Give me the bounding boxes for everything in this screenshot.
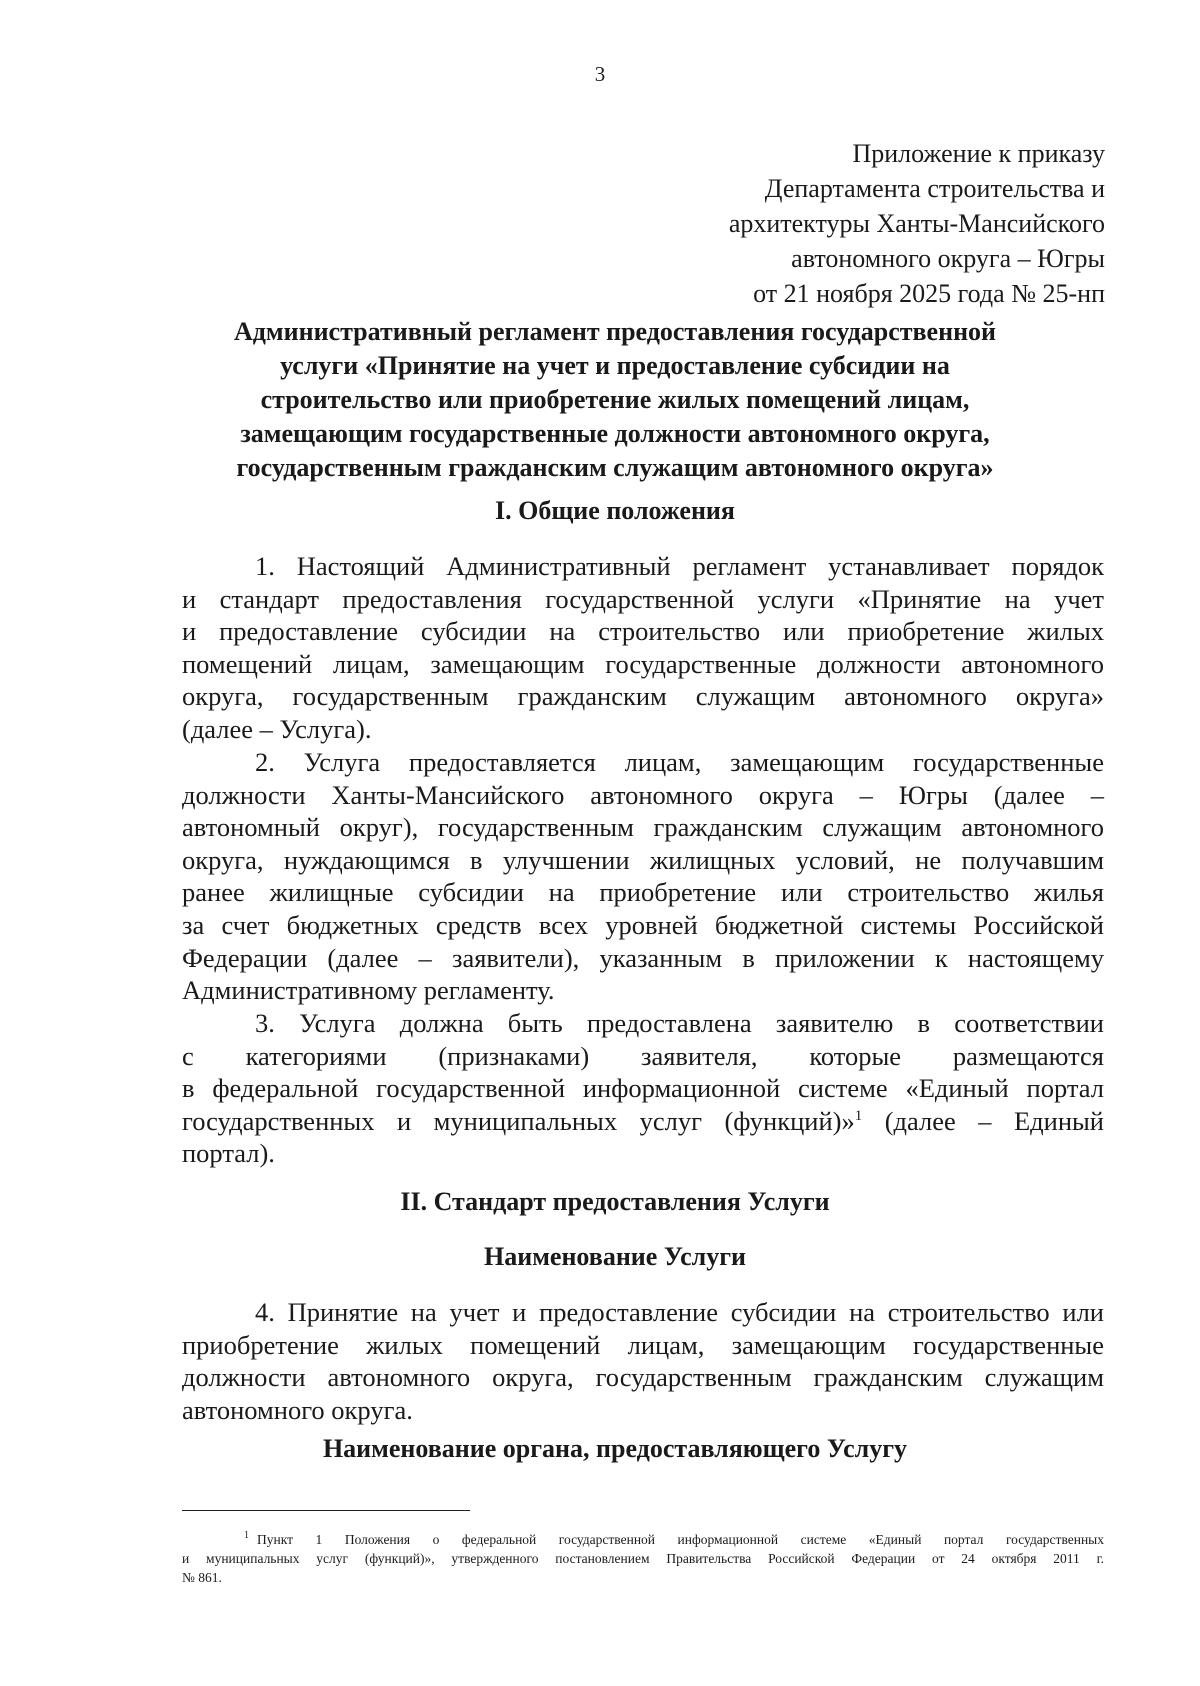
paragraph-line: должности автономного округа, государственным гражданским служащим <box>182 1362 1104 1393</box>
title-line: государственным гражданским служащим автономного округа» <box>236 453 994 482</box>
paragraph-line: и предоставление субсидии на строительство или приобретение жилых <box>182 616 1104 647</box>
footnote-ref[interactable]: 1 <box>854 1107 863 1124</box>
title-line: Административный регламент предоставления государственной <box>233 317 997 346</box>
paragraph-line: 1. Настоящий Административный регламент устанавливает порядок <box>255 551 1104 581</box>
paragraph-3 <box>182 1007 1104 1170</box>
footnote-line: № 861. <box>182 1570 222 1585</box>
appendix-line: Приложение к приказу <box>852 139 1105 168</box>
title-line: замещающим государственные должности автономного округа, <box>240 419 990 448</box>
title-line: строительство или приобретение жилых помещений лицам, <box>260 385 970 414</box>
paragraph-line: Административному регламенту. <box>182 975 555 1006</box>
section-heading-general: I. Общие положения <box>495 496 735 525</box>
appendix-block <box>729 136 1105 311</box>
footnote-text: Пункт 1 Положения о федеральной государственной информационной системе «Единый портал государственных <box>257 1532 1104 1547</box>
paragraph-line: округа, нуждающимся в улучшении жилищных условий, не получавшим <box>182 844 1104 875</box>
paragraph-line: ранее жилищные субсидии на приобретение или строительство жилья <box>182 877 1104 908</box>
paragraph-line: помещений лицам, замещающим государственные должности автономного <box>182 648 1104 679</box>
subheading-service-name: Наименование Услуги <box>483 1242 747 1271</box>
footnote-divider <box>182 1510 470 1511</box>
page-number: 3 <box>594 62 606 86</box>
paragraph-line <box>182 1105 1104 1138</box>
paragraph-text: (далее – Единый <box>862 1105 1104 1136</box>
paragraph-line: за счет бюджетных средств всех уровней бюджетной системы Российской <box>182 909 1104 940</box>
paragraph-line: и стандарт предоставления государственной услуги «Принятие на учет <box>182 583 1104 614</box>
appendix-line: от 21 ноября 2025 года № 25-нп <box>753 279 1105 308</box>
paragraph-text: государственных и муниципальных услуг (функций)» <box>182 1105 855 1136</box>
footnote-marker: 1 <box>244 1530 249 1541</box>
subheading-authority: Наименование органа, предоставляющего Услугу <box>322 1434 908 1463</box>
title-line: услуги «Принятие на учет и предоставление субсидии на <box>280 351 950 380</box>
paragraph-line: автономный округ), государственным гражданским служащим автономного <box>182 812 1104 843</box>
paragraph-line: автономного округа. <box>182 1394 413 1425</box>
footnote-line: и муниципальных услуг (функций)», утвержденного постановлением Правительства Российской Федерации от 24 октября 2011 г. <box>182 1551 1104 1566</box>
document-title <box>150 315 1080 485</box>
paragraph-line: округа, государственным гражданским служащим автономного округа» <box>182 681 1104 712</box>
appendix-line: Департамента строительства и <box>764 174 1105 203</box>
footnote <box>182 1530 1104 1587</box>
paragraph-line: в федеральной государственной информационной системе «Единый портал <box>182 1073 1104 1104</box>
paragraph-line: 4. Принятие на учет и предоставление субсидии на строительство или <box>255 1297 1104 1327</box>
paragraph-line: 3. Услуга должна быть предоставлена заявителю в соответствии <box>255 1008 1104 1038</box>
footnote-line <box>182 1530 1104 1549</box>
paragraph-line: приобретение жилых помещений лицам, замещающим государственные <box>182 1329 1104 1360</box>
paragraph-line: с категориями (признаками) заявителя, которые размещаются <box>182 1040 1104 1071</box>
section-heading-standard: II. Стандарт предоставления Услуги <box>400 1187 830 1216</box>
paragraph-line: 2. Услуга предоставляется лицам, замещающим государственные <box>255 747 1104 777</box>
paragraph-line: портал). <box>182 1138 275 1169</box>
paragraph-line: (далее – Услуга). <box>182 713 372 744</box>
paragraph-2 <box>182 746 1104 1007</box>
appendix-line: архитектуры Ханты-Мансийского <box>728 209 1105 238</box>
paragraph-line: должности Ханты-Мансийского автономного округа – Югры (далее – <box>182 779 1104 810</box>
paragraph-line: Федерации (далее – заявители), указанным в приложении к настоящему <box>182 942 1104 973</box>
appendix-line: автономного округа – Югры <box>791 244 1105 273</box>
paragraph-1 <box>182 550 1104 746</box>
paragraph-4 <box>182 1296 1104 1426</box>
